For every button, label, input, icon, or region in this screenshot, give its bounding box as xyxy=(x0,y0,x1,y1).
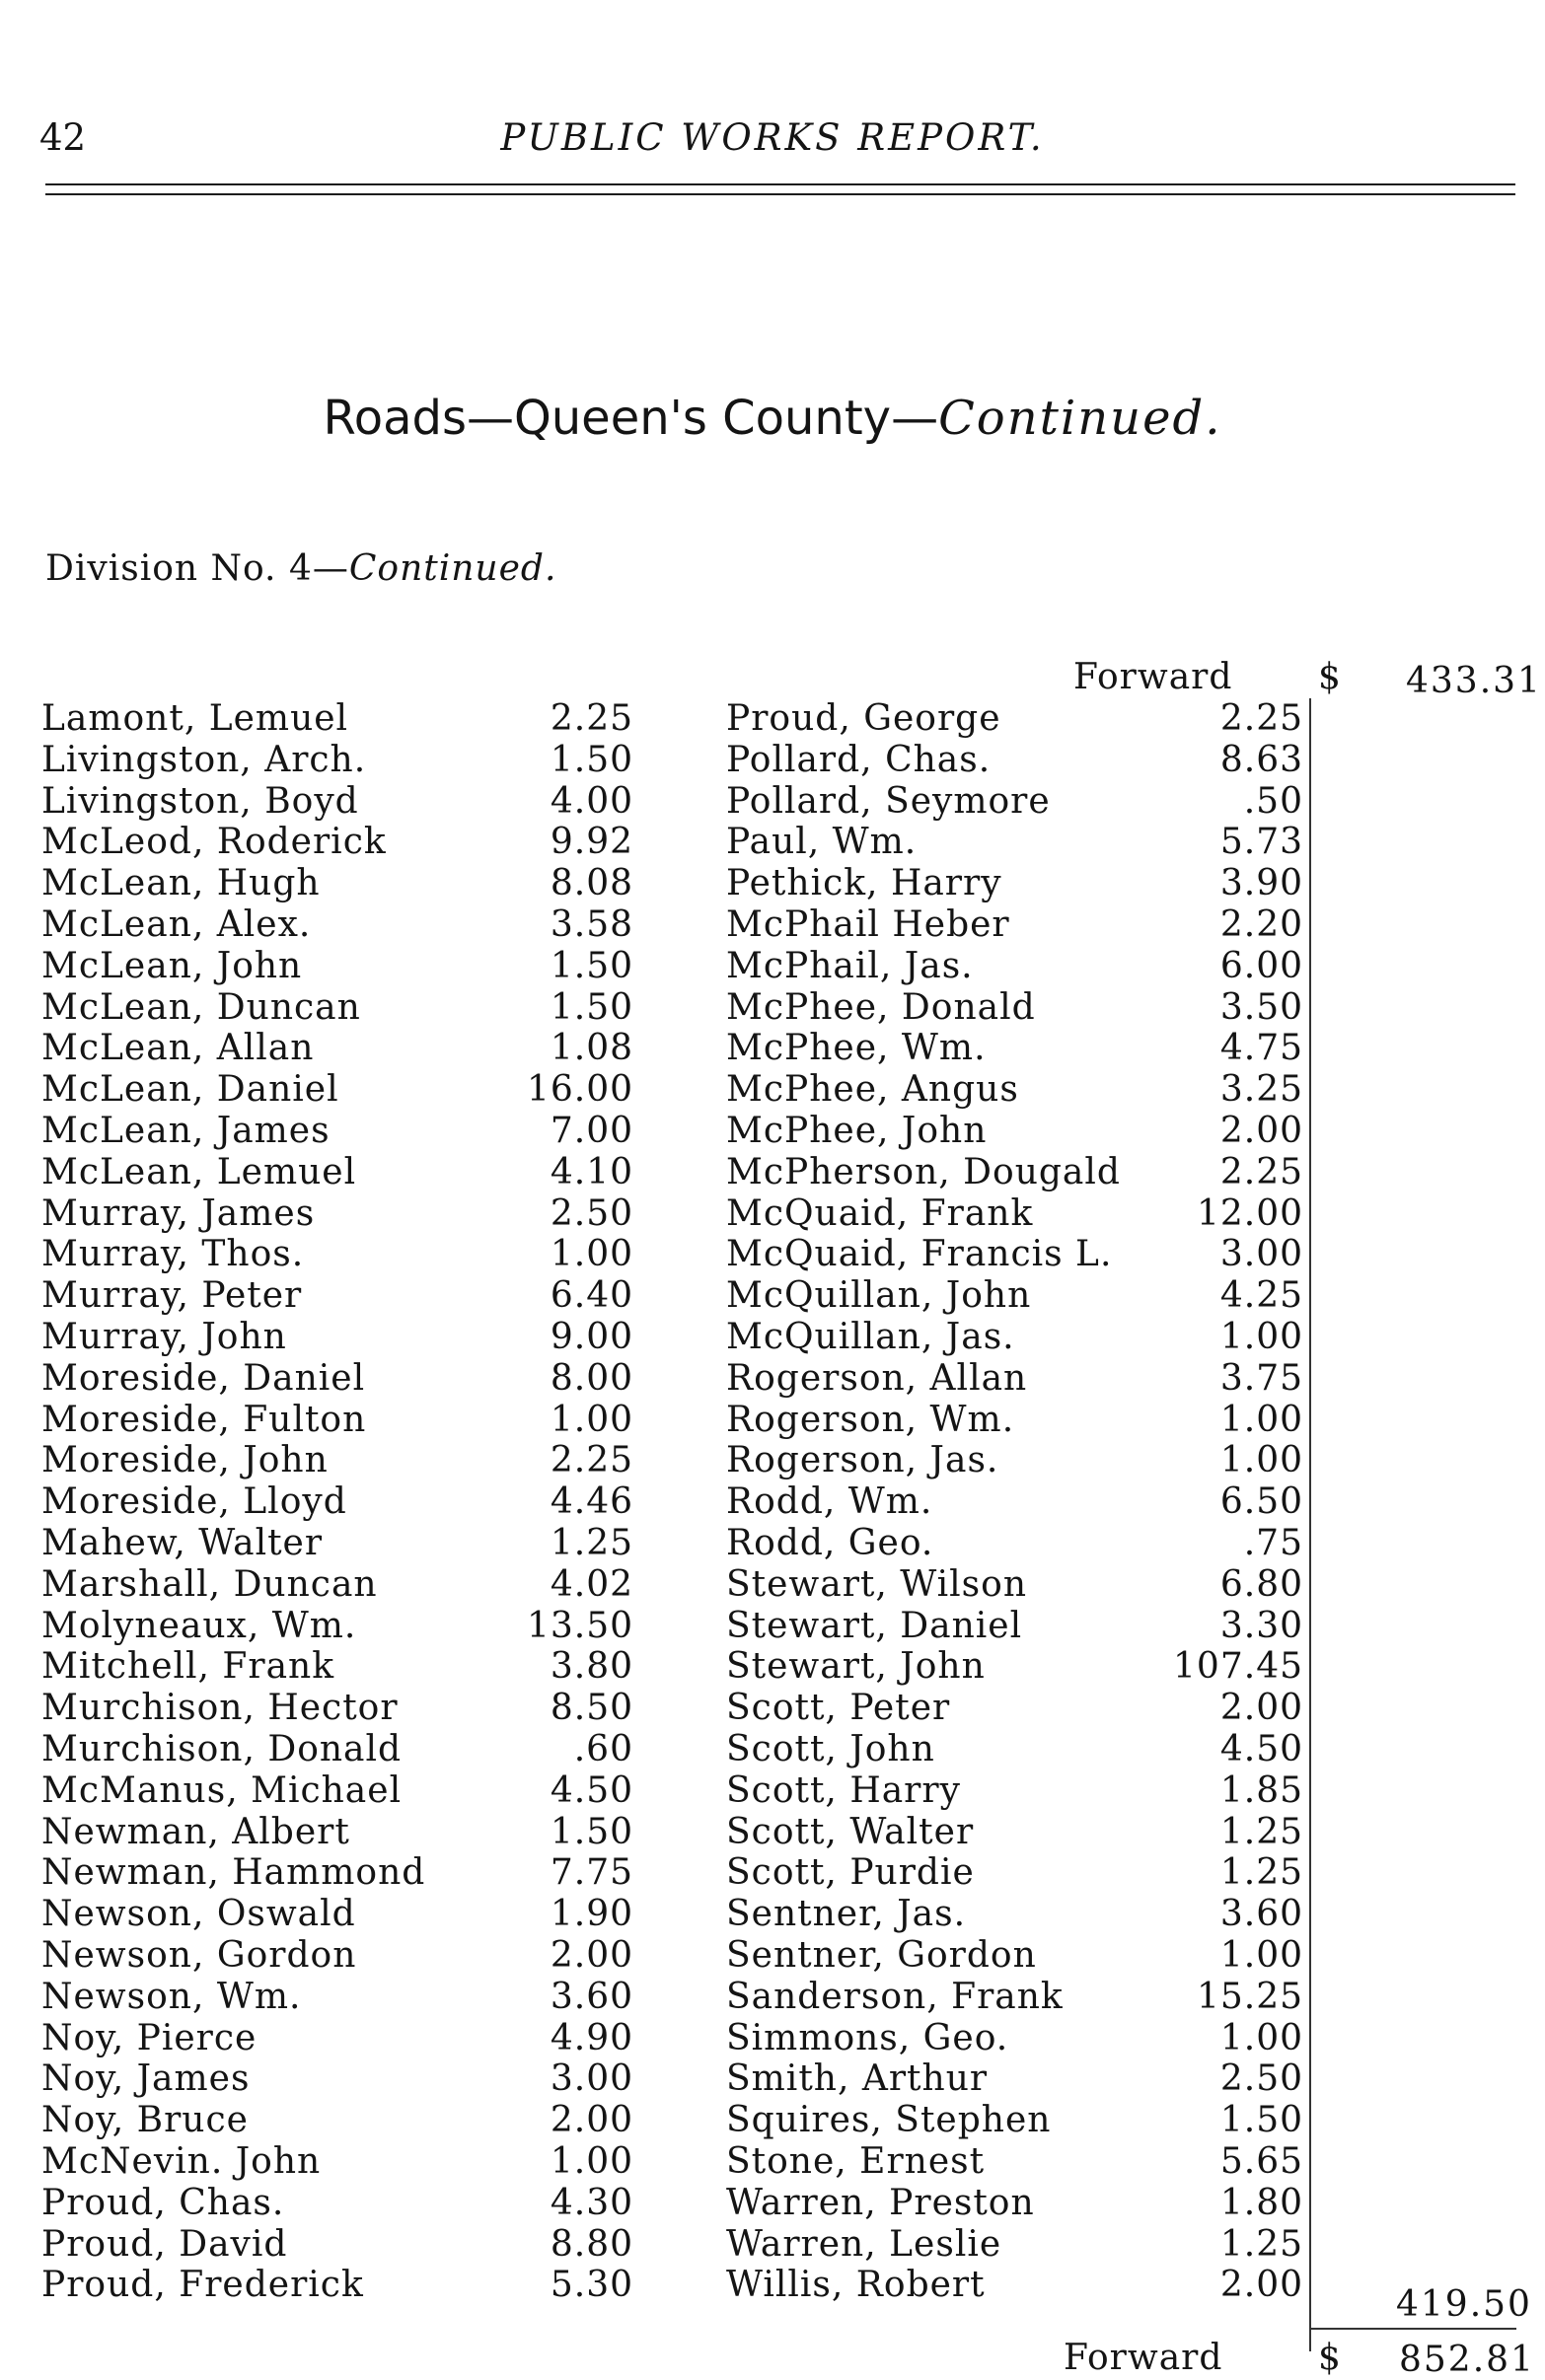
payment-amount: 8.08 xyxy=(550,863,633,904)
payment-amount: 4.00 xyxy=(550,780,633,822)
payee-name: Rogerson, Wm. xyxy=(726,1399,1015,1440)
ledger-row xyxy=(41,1358,633,1400)
payee-name: McQuillan, John xyxy=(726,1275,1032,1317)
ledger-row xyxy=(41,1400,633,1441)
payment-amount: 7.75 xyxy=(550,1852,633,1894)
ledger-row xyxy=(726,1193,1303,1235)
payee-name: Sentner, Gordon xyxy=(726,1935,1037,1976)
payee-name: Murray, John xyxy=(41,1317,287,1357)
section-title-continued: Continued. xyxy=(938,391,1222,446)
payee-name: Scott, Walter xyxy=(726,1811,975,1852)
payee-name: McLean, Daniel xyxy=(41,1069,339,1111)
payment-amount: 3.80 xyxy=(550,1646,633,1688)
payee-name: Mahew, Walter xyxy=(41,1523,324,1563)
ledger-row xyxy=(726,2100,1303,2141)
payee-name: Moreside, Fulton xyxy=(41,1399,367,1440)
ledger-row xyxy=(726,2224,1303,2266)
payee-name: Livingston, Boyd xyxy=(41,780,359,822)
ledger-row xyxy=(41,1275,633,1317)
payment-amount: 2.50 xyxy=(1219,2058,1303,2100)
payment-amount: 5.73 xyxy=(1219,822,1303,863)
ledger-row xyxy=(41,1977,633,2018)
ledger-row xyxy=(41,1935,633,1977)
payment-amount: 107.45 xyxy=(1173,1646,1303,1688)
payment-amount: 2.25 xyxy=(550,1440,633,1481)
payee-name: Stewart, Wilson xyxy=(726,1563,1028,1605)
ledger-row xyxy=(41,1152,633,1193)
payment-amount: 2.00 xyxy=(1219,1111,1303,1151)
payee-name: Rodd, Geo. xyxy=(726,1523,934,1563)
payment-amount: 1.00 xyxy=(1219,1317,1303,1357)
ledger-row xyxy=(41,2100,633,2141)
payee-name: Moreside, John xyxy=(41,1440,329,1481)
ledger-row xyxy=(726,1770,1303,1812)
amount-column-rule xyxy=(1309,698,1311,2351)
ledger-row xyxy=(726,904,1303,946)
payment-amount: 8.80 xyxy=(550,2223,633,2265)
payee-name: McQuaid, Frank xyxy=(726,1192,1034,1234)
payee-name: Sanderson, Frank xyxy=(726,1976,1064,2017)
payment-amount: 1.00 xyxy=(1219,1935,1303,1976)
ledger-row xyxy=(726,2058,1303,2100)
payment-amount: 2.00 xyxy=(1219,1688,1303,1729)
payment-amount: 3.50 xyxy=(1219,986,1303,1028)
ledger-row xyxy=(41,1317,633,1358)
ledger-row xyxy=(726,1852,1303,1894)
payee-name: McLean, Lemuel xyxy=(41,1151,357,1192)
ledger-row xyxy=(41,2018,633,2059)
payee-name: McPhail, Jas. xyxy=(726,945,974,986)
payee-name: Willis, Robert xyxy=(726,2265,986,2306)
payment-amount: 3.30 xyxy=(1219,1605,1303,1646)
payee-name: McLean, Hugh xyxy=(41,863,321,904)
payment-amount: 8.63 xyxy=(1219,739,1303,780)
ledger-row xyxy=(41,822,633,863)
payee-name: Newman, Hammond xyxy=(41,1852,426,1894)
payee-name: McLean, Alex. xyxy=(41,904,312,945)
ledger-row xyxy=(726,1069,1303,1111)
payment-amount: 1.50 xyxy=(550,986,633,1028)
payee-name: Noy, Pierce xyxy=(41,2017,258,2058)
ledger-row xyxy=(726,1523,1303,1564)
section-title xyxy=(0,391,1545,446)
payee-name: Scott, John xyxy=(726,1729,935,1769)
payment-amount: 3.60 xyxy=(1219,1894,1303,1935)
ledger-row xyxy=(41,1523,633,1564)
payment-amount: 1.00 xyxy=(550,1234,633,1275)
payee-name: Sentner, Jas. xyxy=(726,1894,967,1935)
division-label: Division No. 4— xyxy=(45,548,349,589)
payee-name: Murray, James xyxy=(41,1192,316,1234)
payment-amount: 6.00 xyxy=(1219,945,1303,986)
ledger-row xyxy=(41,1111,633,1152)
payee-name: McPhee, Angus xyxy=(726,1069,1019,1111)
payee-name: Noy, James xyxy=(41,2058,251,2100)
payment-amount: 2.20 xyxy=(1219,904,1303,945)
ledger-row xyxy=(726,1275,1303,1317)
payment-amount: 1.00 xyxy=(550,1399,633,1440)
payment-amount: 8.00 xyxy=(550,1357,633,1399)
ledger-row xyxy=(41,1894,633,1935)
payee-name: Warren, Preston xyxy=(726,2182,1035,2223)
ledger-row xyxy=(41,2224,633,2266)
division-heading xyxy=(45,548,556,589)
payment-amount: 1.25 xyxy=(1219,1811,1303,1852)
forward-top-label: Forward xyxy=(1073,657,1233,697)
payment-amount: 3.90 xyxy=(1219,863,1303,904)
payment-amount: 4.30 xyxy=(550,2182,633,2223)
payee-name: Smith, Arthur xyxy=(726,2058,989,2100)
ledger-row xyxy=(726,1481,1303,1523)
ledger-row xyxy=(726,2018,1303,2059)
payee-name: Scott, Purdie xyxy=(726,1852,975,1894)
payee-name: Murray, Peter xyxy=(41,1275,303,1317)
forward-bottom-amount: 852.81 xyxy=(1399,2340,1535,2380)
forward-top-amount: 433.31 xyxy=(1406,661,1542,701)
ledger-row xyxy=(726,1646,1303,1688)
ledger-row xyxy=(41,1069,633,1111)
ledger-row xyxy=(41,2141,633,2183)
payee-name: Rogerson, Allan xyxy=(726,1357,1028,1399)
payment-amount: 1.00 xyxy=(1219,1440,1303,1481)
payee-name: Pollard, Seymore xyxy=(726,780,1051,822)
payee-name: Pollard, Chas. xyxy=(726,739,992,780)
ledger-row xyxy=(41,904,633,946)
payee-name: Murchison, Hector xyxy=(41,1688,399,1729)
payment-amount: 12.00 xyxy=(1196,1192,1303,1234)
ledger-row xyxy=(41,863,633,904)
payee-name: Squires, Stephen xyxy=(726,2100,1052,2141)
payment-amount: 4.90 xyxy=(550,2017,633,2058)
payee-name: Simmons, Geo. xyxy=(726,2017,1009,2058)
payee-name: Lamont, Lemuel xyxy=(41,698,349,739)
payee-name: McLean, James xyxy=(41,1111,331,1151)
payment-amount: 6.40 xyxy=(550,1275,633,1317)
payment-amount: 9.00 xyxy=(550,1317,633,1357)
payee-name: Marshall, Duncan xyxy=(41,1563,378,1605)
ledger-row xyxy=(41,2265,633,2306)
payment-amount: 13.50 xyxy=(526,1605,633,1646)
payment-amount: .50 xyxy=(1243,780,1303,822)
payee-name: Murchison, Donald xyxy=(41,1729,403,1769)
header-rule-bottom xyxy=(45,193,1515,195)
ledger-row xyxy=(726,2141,1303,2183)
payee-name: Newson, Oswald xyxy=(41,1894,356,1935)
ledger-row xyxy=(726,1812,1303,1853)
header-rule-top xyxy=(45,183,1515,185)
payment-amount: 16.00 xyxy=(526,1069,633,1111)
payee-name: McManus, Michael xyxy=(41,1769,403,1811)
payment-amount: 5.65 xyxy=(1219,2141,1303,2182)
payee-name: McLean, Allan xyxy=(41,1028,315,1069)
ledger-row xyxy=(726,1606,1303,1647)
payment-amount: 2.00 xyxy=(1219,2265,1303,2306)
ledger-row xyxy=(41,740,633,781)
ledger-row xyxy=(726,1564,1303,1606)
payee-name: Moreside, Daniel xyxy=(41,1357,366,1399)
ledger-row xyxy=(726,1358,1303,1400)
payee-name: Rodd, Wm. xyxy=(726,1481,933,1523)
payment-amount: 3.60 xyxy=(550,1976,633,2017)
column-subtotal: 419.50 xyxy=(1396,2284,1532,2325)
payment-amount: 4.10 xyxy=(550,1151,633,1192)
forward-bottom-label: Forward xyxy=(1064,2338,1223,2378)
ledger-row xyxy=(726,740,1303,781)
ledger-row xyxy=(41,1234,633,1275)
payment-amount: 5.30 xyxy=(550,2265,633,2306)
payment-amount: 4.75 xyxy=(1219,1028,1303,1069)
payee-name: Newman, Albert xyxy=(41,1811,350,1852)
payee-name: Stone, Ernest xyxy=(726,2141,986,2182)
payment-amount: 1.50 xyxy=(550,945,633,986)
payee-name: Proud, George xyxy=(726,698,1001,739)
ledger-row xyxy=(726,2265,1303,2306)
ledger-row xyxy=(726,946,1303,987)
ledger-row xyxy=(41,1770,633,1812)
payment-amount: 1.00 xyxy=(1219,2017,1303,2058)
payment-amount: 1.00 xyxy=(550,2141,633,2182)
ledger-row xyxy=(726,1894,1303,1935)
running-title: PUBLIC WORKS REPORT. xyxy=(500,116,1045,159)
payee-name: Proud, Frederick xyxy=(41,2265,364,2306)
ledger-row xyxy=(41,1481,633,1523)
payment-amount: 2.50 xyxy=(550,1192,633,1234)
payment-amount: 4.50 xyxy=(550,1769,633,1811)
ledger-row xyxy=(726,1977,1303,2018)
payee-name: Paul, Wm. xyxy=(726,822,918,863)
payment-amount: 1.25 xyxy=(1219,1852,1303,1894)
payee-name: Moreside, Lloyd xyxy=(41,1481,347,1523)
payment-amount: 1.50 xyxy=(1219,2100,1303,2141)
payee-name: McNevin. John xyxy=(41,2141,322,2182)
forward-bottom-currency: $ xyxy=(1318,2338,1341,2378)
payment-amount: 4.50 xyxy=(1219,1729,1303,1769)
payment-amount: 1.85 xyxy=(1219,1769,1303,1811)
ledger-row xyxy=(41,2058,633,2100)
ledger-row xyxy=(41,1564,633,1606)
ledger-row xyxy=(726,987,1303,1029)
payment-amount: 1.80 xyxy=(1219,2182,1303,2223)
division-continued: Continued. xyxy=(348,548,557,589)
payee-name: Pethick, Harry xyxy=(726,863,1002,904)
payment-amount: 2.25 xyxy=(550,698,633,739)
payment-amount: 15.25 xyxy=(1196,1976,1303,2017)
payment-amount: 1.50 xyxy=(550,739,633,780)
ledger-row xyxy=(41,1729,633,1770)
ledger-row xyxy=(726,1317,1303,1358)
ledger-row xyxy=(41,1646,633,1688)
ledger-row xyxy=(41,2183,633,2224)
payment-amount: 1.00 xyxy=(1219,1399,1303,1440)
payee-name: McPhee, Wm. xyxy=(726,1028,987,1069)
ledger-row xyxy=(41,698,633,740)
payment-amount: 6.50 xyxy=(1219,1481,1303,1523)
payee-name: Mitchell, Frank xyxy=(41,1646,335,1688)
payment-amount: 9.92 xyxy=(550,822,633,863)
payment-amount: 2.25 xyxy=(1219,698,1303,739)
payment-amount: .75 xyxy=(1243,1523,1303,1563)
ledger-row xyxy=(726,822,1303,863)
ledger-row xyxy=(726,1111,1303,1152)
ledger-row xyxy=(726,1440,1303,1481)
payment-amount: 4.46 xyxy=(550,1481,633,1523)
payee-name: Newson, Wm. xyxy=(41,1976,302,2017)
payment-amount: 3.25 xyxy=(1219,1069,1303,1111)
payment-amount: 1.25 xyxy=(1219,2223,1303,2265)
payee-name: Murray, Thos. xyxy=(41,1234,305,1275)
ledger-row xyxy=(726,1729,1303,1770)
ledger-row xyxy=(41,781,633,823)
payment-amount: 8.50 xyxy=(550,1688,633,1729)
payee-name: Noy, Bruce xyxy=(41,2100,249,2141)
payment-amount: 1.25 xyxy=(550,1523,633,1563)
payee-name: McPhee, John xyxy=(726,1111,988,1151)
payment-amount: 1.50 xyxy=(550,1811,633,1852)
payee-name: McLean, Duncan xyxy=(41,986,361,1028)
ledger-row xyxy=(41,946,633,987)
payee-name: Rogerson, Jas. xyxy=(726,1440,999,1481)
payee-name: Proud, Chas. xyxy=(41,2182,285,2223)
payment-amount: 2.00 xyxy=(550,1935,633,1976)
ledger-row xyxy=(41,1688,633,1729)
payee-name: McPhail Heber xyxy=(726,904,1010,945)
ledger-row xyxy=(726,698,1303,740)
payee-name: McPherson, Dougald xyxy=(726,1151,1121,1192)
ledger-row xyxy=(41,1812,633,1853)
payment-amount: 6.80 xyxy=(1219,1563,1303,1605)
payment-amount: 2.25 xyxy=(1219,1151,1303,1192)
ledger-row xyxy=(726,1234,1303,1275)
payee-name: McLean, John xyxy=(41,945,303,986)
payment-amount: 3.00 xyxy=(550,2058,633,2100)
ledger-row xyxy=(726,1028,1303,1069)
ledger-row xyxy=(726,2183,1303,2224)
payee-name: Stewart, Daniel xyxy=(726,1605,1023,1646)
section-title-main: Roads—Queen's County— xyxy=(323,391,939,446)
ledger-row xyxy=(41,1606,633,1647)
payee-name: Warren, Leslie xyxy=(726,2223,1002,2265)
ledger-row xyxy=(41,1440,633,1481)
ledger-row xyxy=(41,987,633,1029)
ledger-row xyxy=(726,863,1303,904)
payment-amount: .60 xyxy=(573,1729,633,1769)
payment-amount: 1.08 xyxy=(550,1028,633,1069)
payee-name: McPhee, Donald xyxy=(726,986,1036,1028)
ledger-row xyxy=(726,1400,1303,1441)
payment-amount: 4.25 xyxy=(1219,1275,1303,1317)
payee-name: Scott, Harry xyxy=(726,1769,961,1811)
payment-amount: 3.00 xyxy=(1219,1234,1303,1275)
payment-amount: 1.90 xyxy=(550,1894,633,1935)
payee-name: Stewart, John xyxy=(726,1646,986,1688)
ledger-row xyxy=(41,1193,633,1235)
payment-amount: 4.02 xyxy=(550,1563,633,1605)
total-rule xyxy=(1309,2328,1516,2330)
ledger-row xyxy=(726,1935,1303,1977)
payment-amount: 3.58 xyxy=(550,904,633,945)
forward-top-currency: $ xyxy=(1318,657,1341,697)
payment-amount: 2.00 xyxy=(550,2100,633,2141)
ledger-row xyxy=(726,1688,1303,1729)
page-number: 42 xyxy=(39,116,87,159)
payee-name: McLeod, Roderick xyxy=(41,822,387,863)
payee-name: Livingston, Arch. xyxy=(41,739,367,780)
payee-name: Scott, Peter xyxy=(726,1688,951,1729)
payment-amount: 7.00 xyxy=(550,1111,633,1151)
payee-name: Newson, Gordon xyxy=(41,1935,357,1976)
ledger-row xyxy=(41,1028,633,1069)
payee-name: Molyneaux, Wm. xyxy=(41,1605,357,1646)
ledger-row xyxy=(41,1852,633,1894)
payee-name: McQuillan, Jas. xyxy=(726,1317,1015,1357)
ledger-row xyxy=(726,1152,1303,1193)
ledger-row xyxy=(726,781,1303,823)
payee-name: Proud, David xyxy=(41,2223,288,2265)
payment-amount: 3.75 xyxy=(1219,1357,1303,1399)
payee-name: McQuaid, Francis L. xyxy=(726,1234,1113,1275)
